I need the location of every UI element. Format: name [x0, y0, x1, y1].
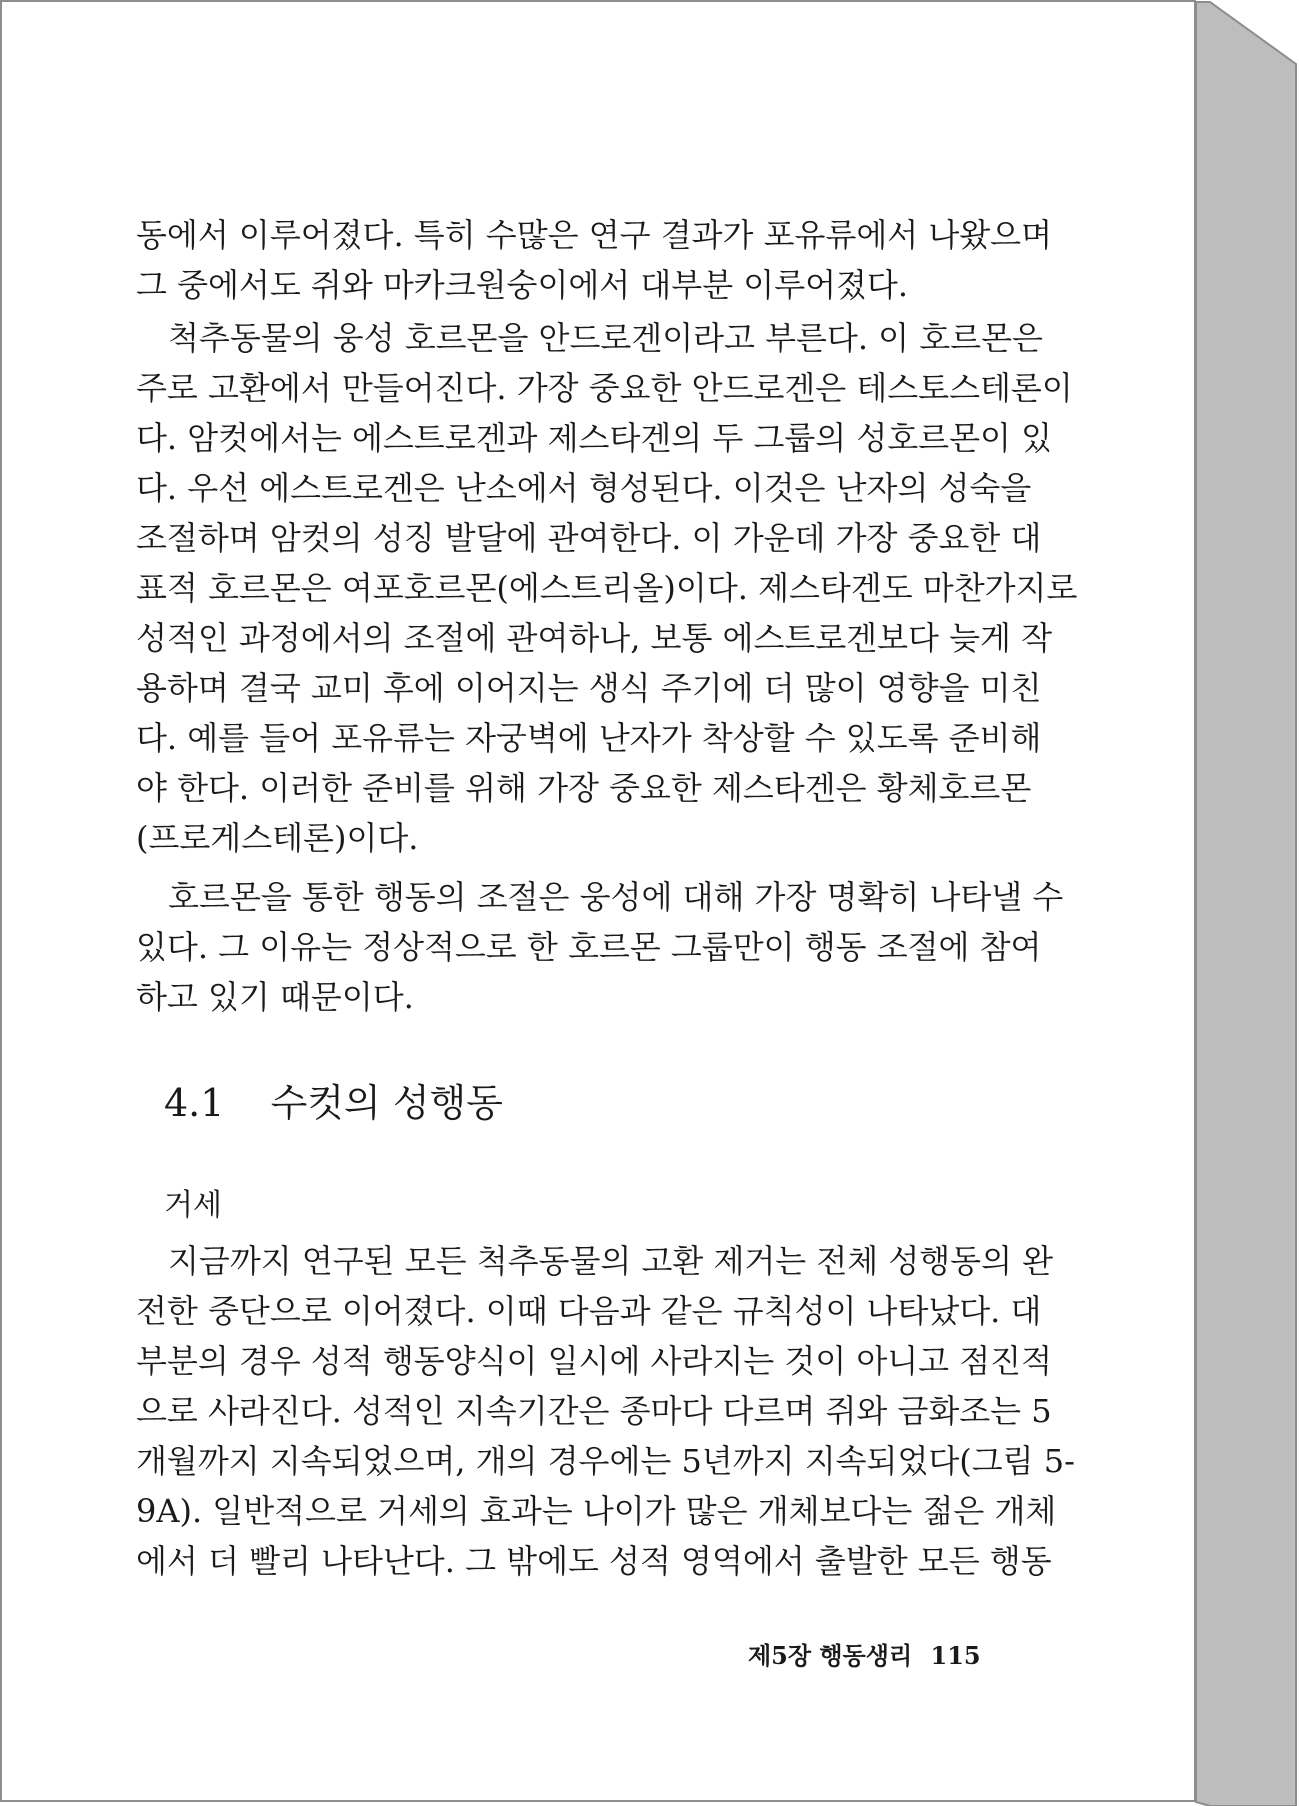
- text-line: 용하며 결국 교미 후에 이어지는 생식 주기에 더 많이 영향을 미친: [136, 669, 1042, 707]
- text-line: 에서 더 빨리 나타난다. 그 밖에도 성적 영역에서 출발한 모든 행동: [136, 1542, 1052, 1580]
- paragraph-1: [136, 210, 1053, 310]
- text-line: 주로 고환에서 만들어진다. 가장 중요한 안드로겐은 테스토스테론이: [136, 369, 1073, 407]
- text-line: 하고 있기 때문이다.: [136, 978, 414, 1016]
- text-line: 다. 우선 에스트로겐은 난소에서 형성된다. 이것은 난자의 성숙을: [136, 469, 1032, 507]
- text-line: (프로게스테론)이다.: [136, 819, 419, 857]
- text-line: 조절하며 암컷의 성징 발달에 관여한다. 이 가운데 가장 중요한 대: [136, 519, 1042, 557]
- text-line: 야 한다. 이러한 준비를 위해 가장 중요한 제스타겐은 황체호르몬: [136, 769, 1032, 807]
- section-title: 수컷의 성행동: [270, 1081, 503, 1125]
- chapter-label: 제5장 행동생리: [748, 1641, 913, 1670]
- section-heading: [164, 1078, 503, 1128]
- subheading: 거세: [164, 1188, 222, 1223]
- text-line: 부분의 경우 성적 행동양식이 일시에 사라지는 것이 아니고 점진적: [136, 1342, 1053, 1380]
- section-number: 4.1: [164, 1081, 225, 1125]
- text-line: 동에서 이루어졌다. 특히 수많은 연구 결과가 포유류에서 나왔으며: [136, 216, 1053, 254]
- text-line: 9A). 일반적으로 거세의 효과는 나이가 많은 개체보다는 젊은 개체: [136, 1492, 1057, 1530]
- text-line: 호르몬을 통한 행동의 조절은 웅성에 대해 가장 명확히 나타낼 수: [168, 878, 1064, 916]
- text-line: 성적인 과정에서의 조절에 관여하나, 보통 에스트로겐보다 늦게 작: [136, 619, 1053, 657]
- page-number: 115: [930, 1641, 981, 1670]
- text-line: 표적 호르몬은 여포호르몬(에스트리올)이다. 제스타겐도 마찬가지로: [136, 569, 1078, 607]
- text-line: 전한 중단으로 이어졌다. 이때 다음과 같은 규칙성이 나타났다. 대: [136, 1292, 1042, 1330]
- text-line: 다. 암컷에서는 에스트로겐과 제스타겐의 두 그룹의 성호르몬이 있: [136, 419, 1053, 457]
- text-line: 그 중에서도 쥐와 마카크원숭이에서 대부분 이루어졌다.: [136, 266, 909, 304]
- paragraph-4: [136, 1236, 1075, 1586]
- paragraph-3: [136, 872, 1064, 1022]
- text-line: 지금까지 연구된 모든 척추동물의 고환 제거는 전체 성행동의 완: [168, 1242, 1054, 1280]
- text-line: 다. 예를 들어 포유류는 자궁벽에 난자가 착상할 수 있도록 준비해: [136, 719, 1042, 757]
- text-line: 있다. 그 이유는 정상적으로 한 호르몬 그룹만이 행동 조절에 참여: [136, 928, 1042, 966]
- text-line: 개월까지 지속되었으며, 개의 경우에는 5년까지 지속되었다(그림 5-: [136, 1442, 1075, 1480]
- paragraph-2: [136, 313, 1078, 863]
- running-footer: [748, 1636, 991, 1676]
- text-line: 으로 사라진다. 성적인 지속기간은 종마다 다르며 쥐와 금화조는 5: [136, 1392, 1052, 1430]
- text-line: 척추동물의 웅성 호르몬을 안드로겐이라고 부른다. 이 호르몬은: [168, 319, 1043, 357]
